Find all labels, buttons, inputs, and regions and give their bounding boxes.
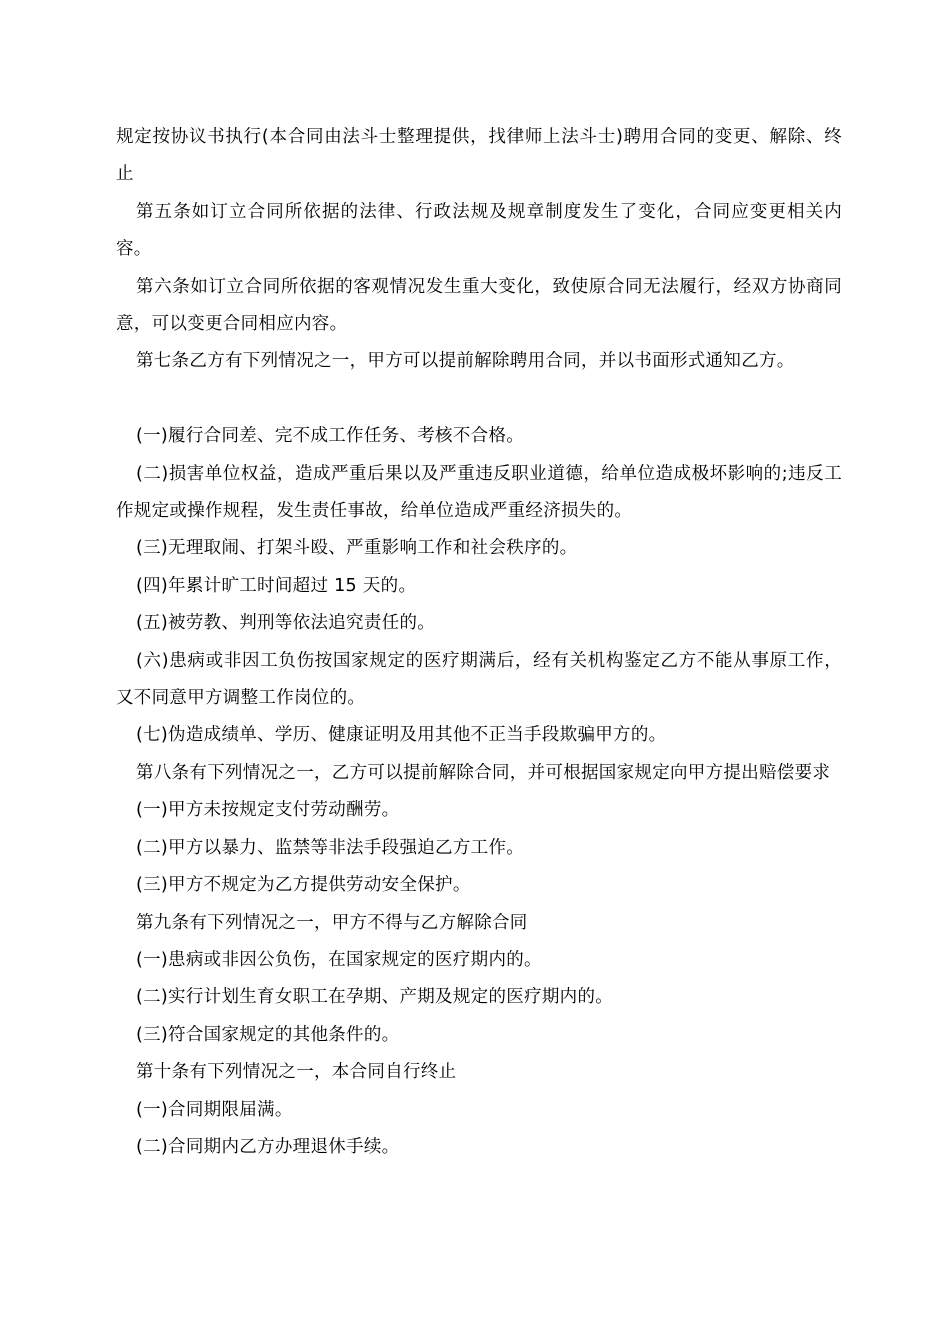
paragraph: (五)被劳教、判刑等依法追究责任的。: [136, 613, 436, 634]
paragraph: (一)履行合同差、完不成工作任务、考核不合格。: [136, 426, 525, 447]
paragraph: 第九条有下列情况之一，甲方不得与乙方解除合同: [136, 912, 528, 933]
paragraph: (二)损害单位权益，造成严重后果以及严重违反职业道德，给单位造成极坏影响的;违反工作规定或操作规程，发生责任事故，给单位造成严重经济损失的。: [116, 463, 842, 522]
paragraph: 第六条如订立合同所依据的客观情况发生重大变化，致使原合同无法履行，经双方协商同意，可以变更合同相应内容。: [116, 276, 842, 335]
paragraph: (三)符合国家规定的其他条件的。: [136, 1024, 400, 1045]
paragraph: (三)甲方不规定为乙方提供劳动安全保护。: [136, 875, 471, 896]
paragraph: 第七条乙方有下列情况之一，甲方可以提前解除聘用合同，并以书面形式通知乙方。: [136, 351, 795, 372]
paragraph: 第五条如订立合同所依据的法律、行政法规及规章制度发生了变化，合同应变更相关内容。: [116, 201, 842, 260]
paragraph: (一)患病或非因公负伤，在国家规定的医疗期内的。: [136, 949, 542, 970]
paragraph: (一)甲方未按规定支付劳动酬劳。: [136, 800, 400, 821]
paragraph: (二)实行计划生育女职工在孕期、产期及规定的医疗期内的。: [136, 987, 614, 1008]
paragraph: 第十条有下列情况之一，本合同自行终止: [136, 1062, 457, 1083]
paragraph: 规定按协议书执行(本合同由法斗士整理提供，找律师上法斗士)聘用合同的变更、解除、终止: [116, 127, 842, 185]
document-body: [116, 119, 842, 1166]
paragraph: (一)合同期限届满。: [136, 1099, 293, 1120]
paragraph: (六)患病或非因工负伤按国家规定的医疗期满后，经有关机构鉴定乙方不能从事原工作，又不同意甲方调整工作岗位的。: [116, 650, 842, 709]
paragraph: 第八条有下列情况之一，乙方可以提前解除合同，并可根据国家规定向甲方提出赔偿要求: [136, 762, 831, 783]
paragraph: (二)合同期内乙方办理退休手续。: [136, 1136, 400, 1157]
paragraph: (七)伪造成绩单、学历、健康证明及用其他不正当手段欺骗甲方的。: [136, 725, 667, 746]
paragraph: (二)甲方以暴力、监禁等非法手段强迫乙方工作。: [136, 837, 525, 858]
paragraph: (三)无理取闹、打架斗殴、严重影响工作和社会秩序的。: [136, 538, 578, 559]
blank-line: [116, 381, 842, 418]
paragraph: (四)年累计旷工时间超过 15 天的。: [136, 575, 417, 596]
